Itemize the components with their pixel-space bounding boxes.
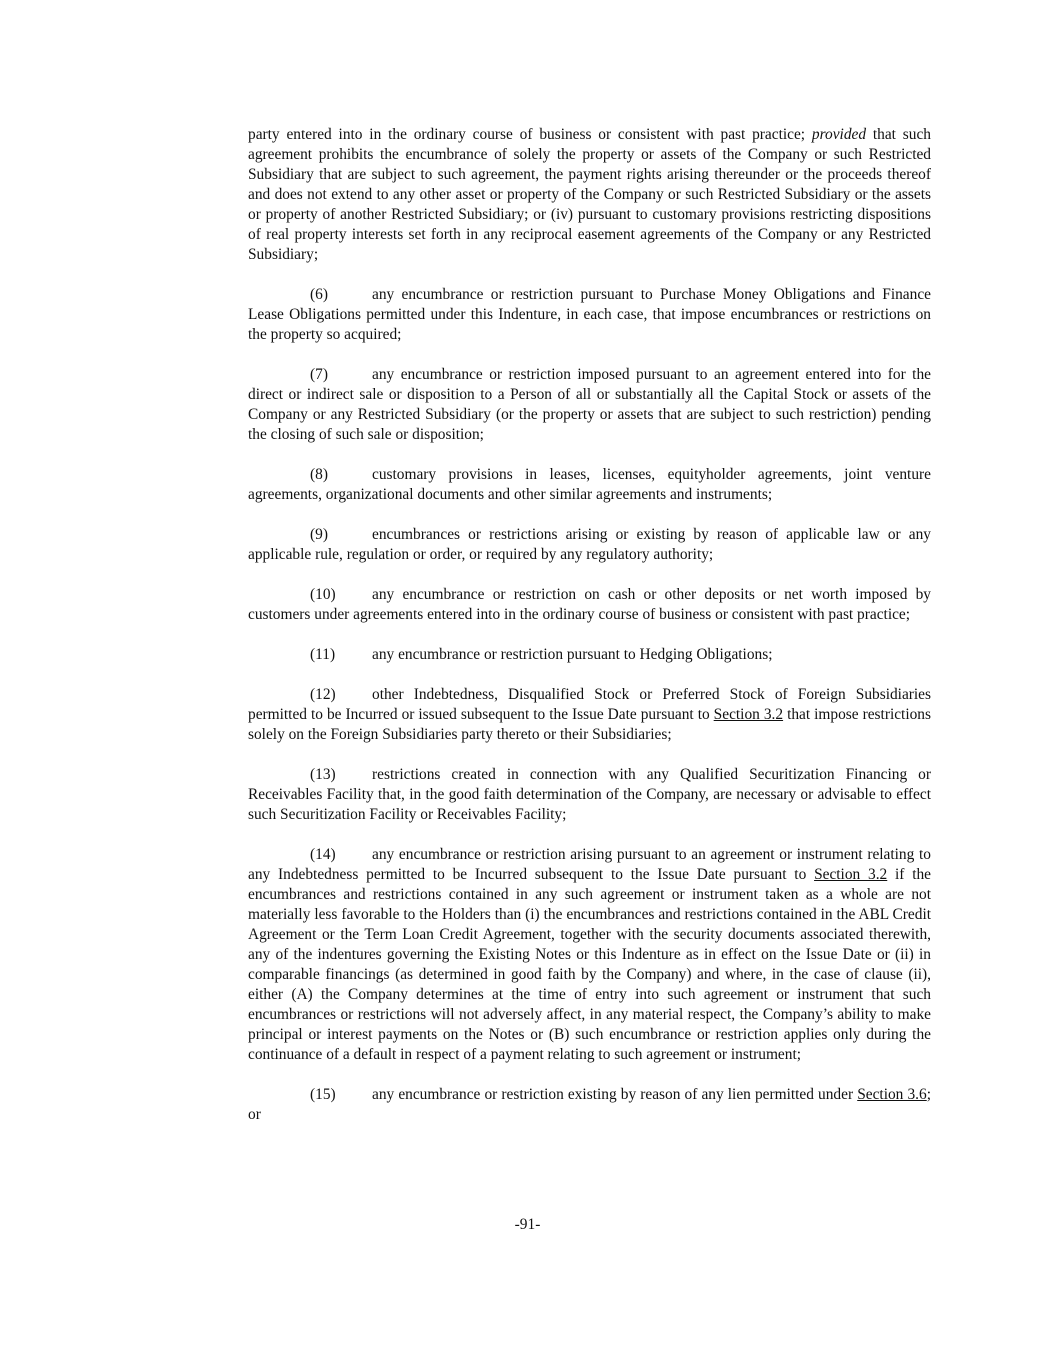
clause-text: any encumbrance or restriction pursuant to Hedging Obligations;	[372, 646, 773, 663]
clause-13	[248, 765, 931, 825]
page-number: -91-	[514, 1216, 541, 1233]
clause-text-continued: if the encumbrances and restrictions contained in any such agreement or instrument taken as a whole are not materially less favorable to the Holders than (i) the encumbrances and restrictions contained in the ABL Credit Agreement or the Term Loan Credit Agreement, together with the security documents associated therewith, any of the indentures governing the Existing Notes or this Indenture as in effect on the Issue Date or (ii) in comparable financings (as determined in good faith by the Company) and where, in the case of clause (ii), either (A) the Company determines at the time of entry into such agreement or instrument that such encumbrances or restrictions will not adversely affect, in any material respect, the Company’s ability to make principal or interest payments on the Notes or (B) such encumbrance or restriction applies only during the continuance of a default in respect of a payment relating to such agreement or instrument;	[248, 866, 932, 1063]
clause-text: any encumbrance or restriction existing by reason of any lien permitted under	[372, 1086, 858, 1103]
clause-text: restrictions created in connection with any Qualified Securitization Financing or Receivables Facility that, in the good faith determination of the Company, are necessary or advisable to effect such Securitization Facility or Receivables Facility;	[248, 766, 931, 823]
clause-10	[248, 585, 931, 625]
clause-number: (12)	[310, 686, 336, 703]
clause-text-continued: ; or	[248, 1086, 931, 1123]
intro-text-continued: that such agreement prohibits the encumbrance of solely the property or assets of the Company or such Restricted Subsidiary that are subject to such agreement, the payment rights arising thereunder or the proceeds thereof and does not extend to any other asset or property of the Company or such Restricted Subsidiary or the assets or property of another Restricted Subsidiary; or (iv) pursuant to customary provisions restricting dispositions of real property interests set forth in any reciprocal easement agreements of the Company or any Restricted Subsidiary;	[248, 126, 931, 263]
intro-text: party entered into in the ordinary course of business or consistent with past practice;	[248, 126, 812, 143]
section-3-6-reference: Section 3.6	[857, 1086, 927, 1103]
clause-text: any encumbrance or restriction arising pursuant to an agreement or instrument relating to any Indebtedness permitted to be Incurred subsequent to the Issue Date pursuant to	[248, 846, 931, 883]
section-3-2-reference: Section 3.2	[713, 706, 784, 723]
clause-number: (11)	[310, 646, 336, 663]
body-text	[248, 125, 931, 1145]
clause-number: (7)	[310, 366, 328, 383]
clause-text: any encumbrance or restriction pursuant to Purchase Money Obligations and Finance Lease Obligations permitted under this Indenture, in each case, that impose encumbrances or restrictions on the property so acquired;	[248, 286, 931, 343]
clause-11	[248, 645, 931, 665]
section-3-2-reference: Section 3.2	[814, 866, 888, 883]
clause-number: (13)	[310, 766, 336, 783]
clause-6	[248, 285, 931, 345]
clause-number: (6)	[310, 286, 328, 303]
clause-text: other Indebtedness, Disqualified Stock or Preferred Stock of Foreign Subsidiaries permitted to be Incurred or issued subsequent to the Issue Date pursuant to	[248, 686, 931, 723]
clause-number: (10)	[310, 586, 336, 603]
clause-12	[248, 685, 931, 745]
clause-7	[248, 365, 931, 445]
intro-paragraph	[248, 125, 931, 265]
provided-italic: provided	[811, 126, 867, 143]
clause-number: (9)	[310, 526, 328, 543]
clause-15	[248, 1085, 931, 1125]
clause-8	[248, 465, 931, 505]
clause-text: any encumbrance or restriction on cash or other deposits or net worth imposed by customers under agreements entered into in the ordinary course of business or consistent with past practice;	[248, 586, 931, 623]
clause-number: (15)	[310, 1086, 336, 1103]
clause-text: customary provisions in leases, licenses, equityholder agreements, joint venture agreements, organizational documents and other similar agreements and instruments;	[248, 466, 931, 503]
clause-text: any encumbrance or restriction imposed pursuant to an agreement entered into for the direct or indirect sale or disposition to a Person of all or substantially all the Capital Stock or assets of the Company or any Restricted Subsidiary (or the property or assets that are subject to such restriction) pending the closing of such sale or disposition;	[248, 366, 931, 443]
clause-text: encumbrances or restrictions arising or existing by reason of applicable law or any applicable rule, regulation or order, or required by any regulatory authority;	[248, 526, 931, 563]
clause-text-continued: that impose restrictions solely on the Foreign Subsidiaries party thereto or their Subsidiaries;	[248, 706, 931, 743]
clause-number: (14)	[310, 846, 336, 863]
clause-9	[248, 525, 931, 565]
clause-number: (8)	[310, 466, 328, 483]
clause-14	[248, 845, 931, 1065]
